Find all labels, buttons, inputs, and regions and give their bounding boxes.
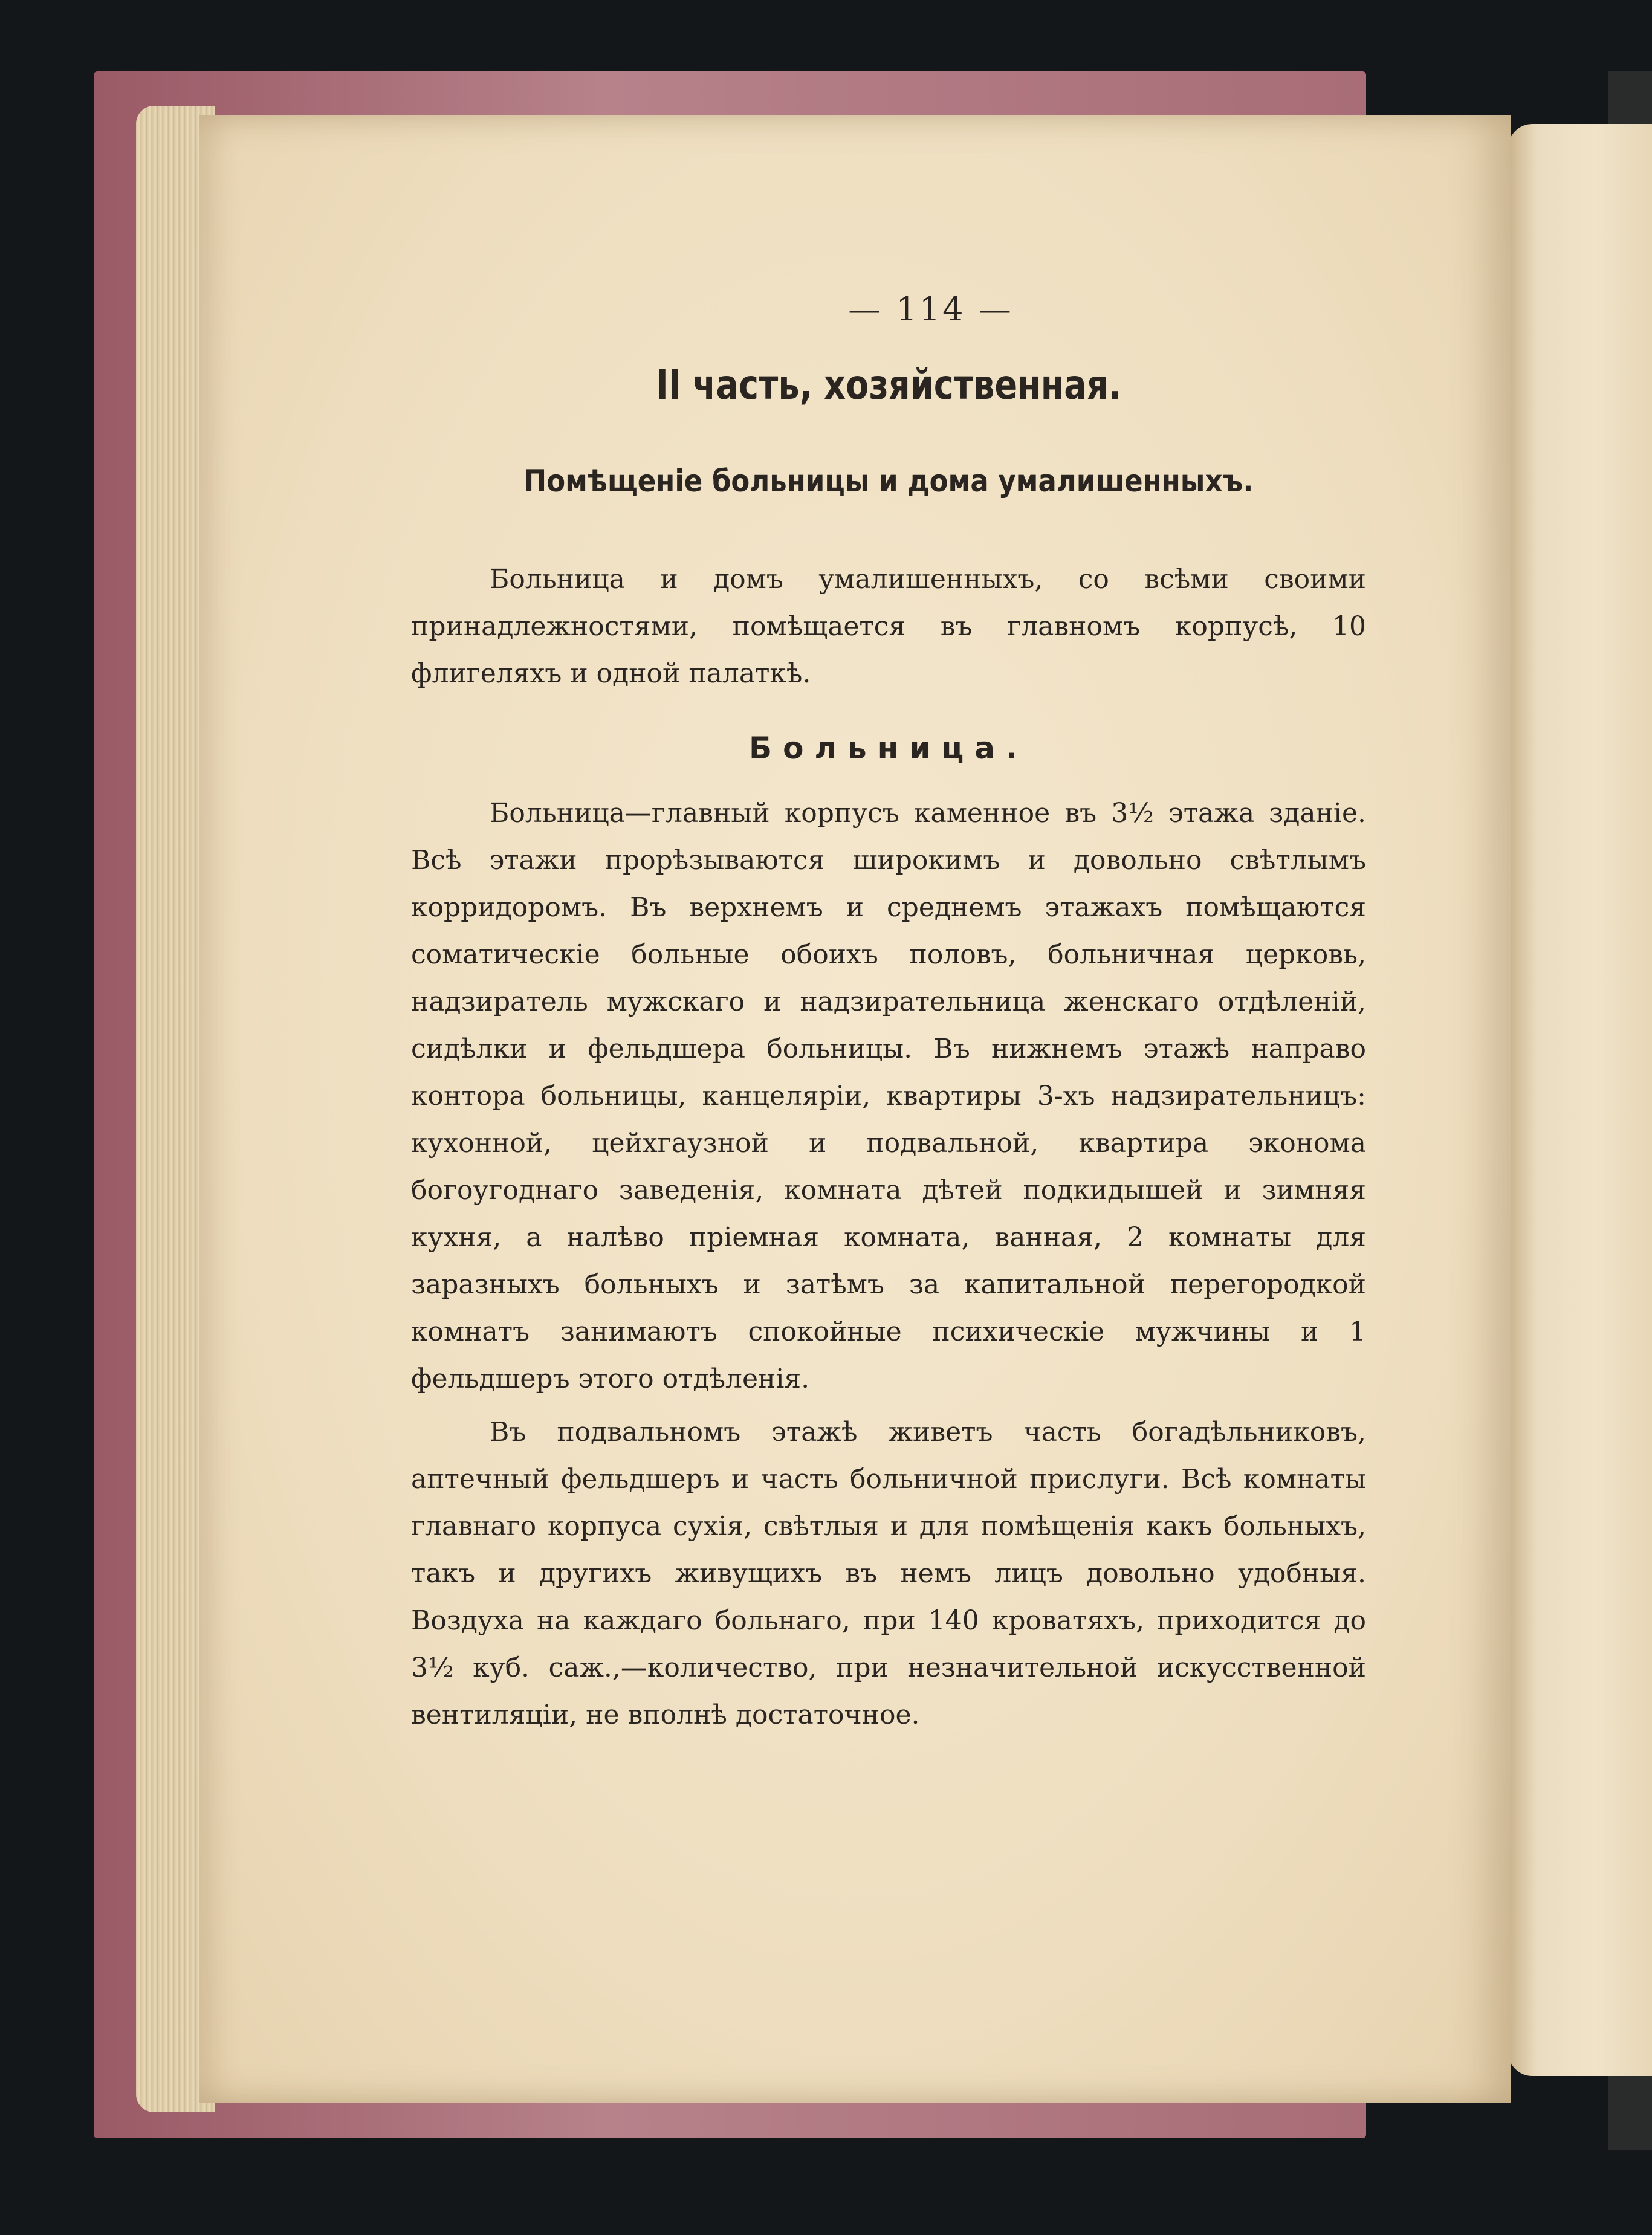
page-number: — 114 — [848, 290, 1014, 328]
body-paragraph: Въ подвальномъ этажѣ живетъ часть богадѣльниковъ, аптечный фельдшеръ и часть больничной прислуги. Всѣ комнаты главнаго корпуса сухія, свѣтлыя и для помѣщенія какъ больныхъ, такъ и другихъ живущихъ въ немъ лицъ довольно удобныя. Воздуха на каждаго больнаго, при 140 кроватяхъ, приходится до 3½ куб. саж.,—количество, при незначительной искусственной вентиляціи, не вполнѣ достаточное. [411, 1417, 1366, 1730]
body-paragraph: Больница—главный корпусъ каменное въ 3½ этажа зданіе. Всѣ этажи прорѣзываются широкимъ и довольно свѣтлымъ корридоромъ. Въ верхнемъ и среднемъ этажахъ помѣщаются соматическіе больные обоихъ половъ, больничная церковь, надзиратель мужскаго и надзирательница женскаго отдѣленій, сидѣлки и фельдшера больницы. Въ нижнемъ этажѣ направо контора больницы, канцеляріи, квартиры 3-хъ надзирательницъ: кухонной, цейхгаузной и подвальной, квартира эконома богоугоднаго заведенія, комната дѣтей подкидышей и зимняя кухня, а налѣво пріемная комната, ванная, 2 комнаты для заразныхъ больныхъ и затѣмъ за капитальной перегородкой комнатъ занимаютъ спокойные психическіе мужчины и 1 фельдшеръ этого отдѣленія. [411, 798, 1366, 1394]
part-title: II часть, хозяйственная. [656, 361, 1121, 409]
page-content [411, 290, 1366, 1745]
intro-paragraph: Больница и домъ умалишенныхъ, со всѣми своими принадлежностями, помѣщается въ главномъ корпусѣ, 10 флигеляхъ и одной палаткѣ. [411, 564, 1366, 689]
subsection-title: Больница. [748, 731, 1029, 766]
section-title: Помѣщеніе больницы и дома умалишенныхъ. [523, 464, 1254, 499]
facing-page [1508, 124, 1652, 2076]
